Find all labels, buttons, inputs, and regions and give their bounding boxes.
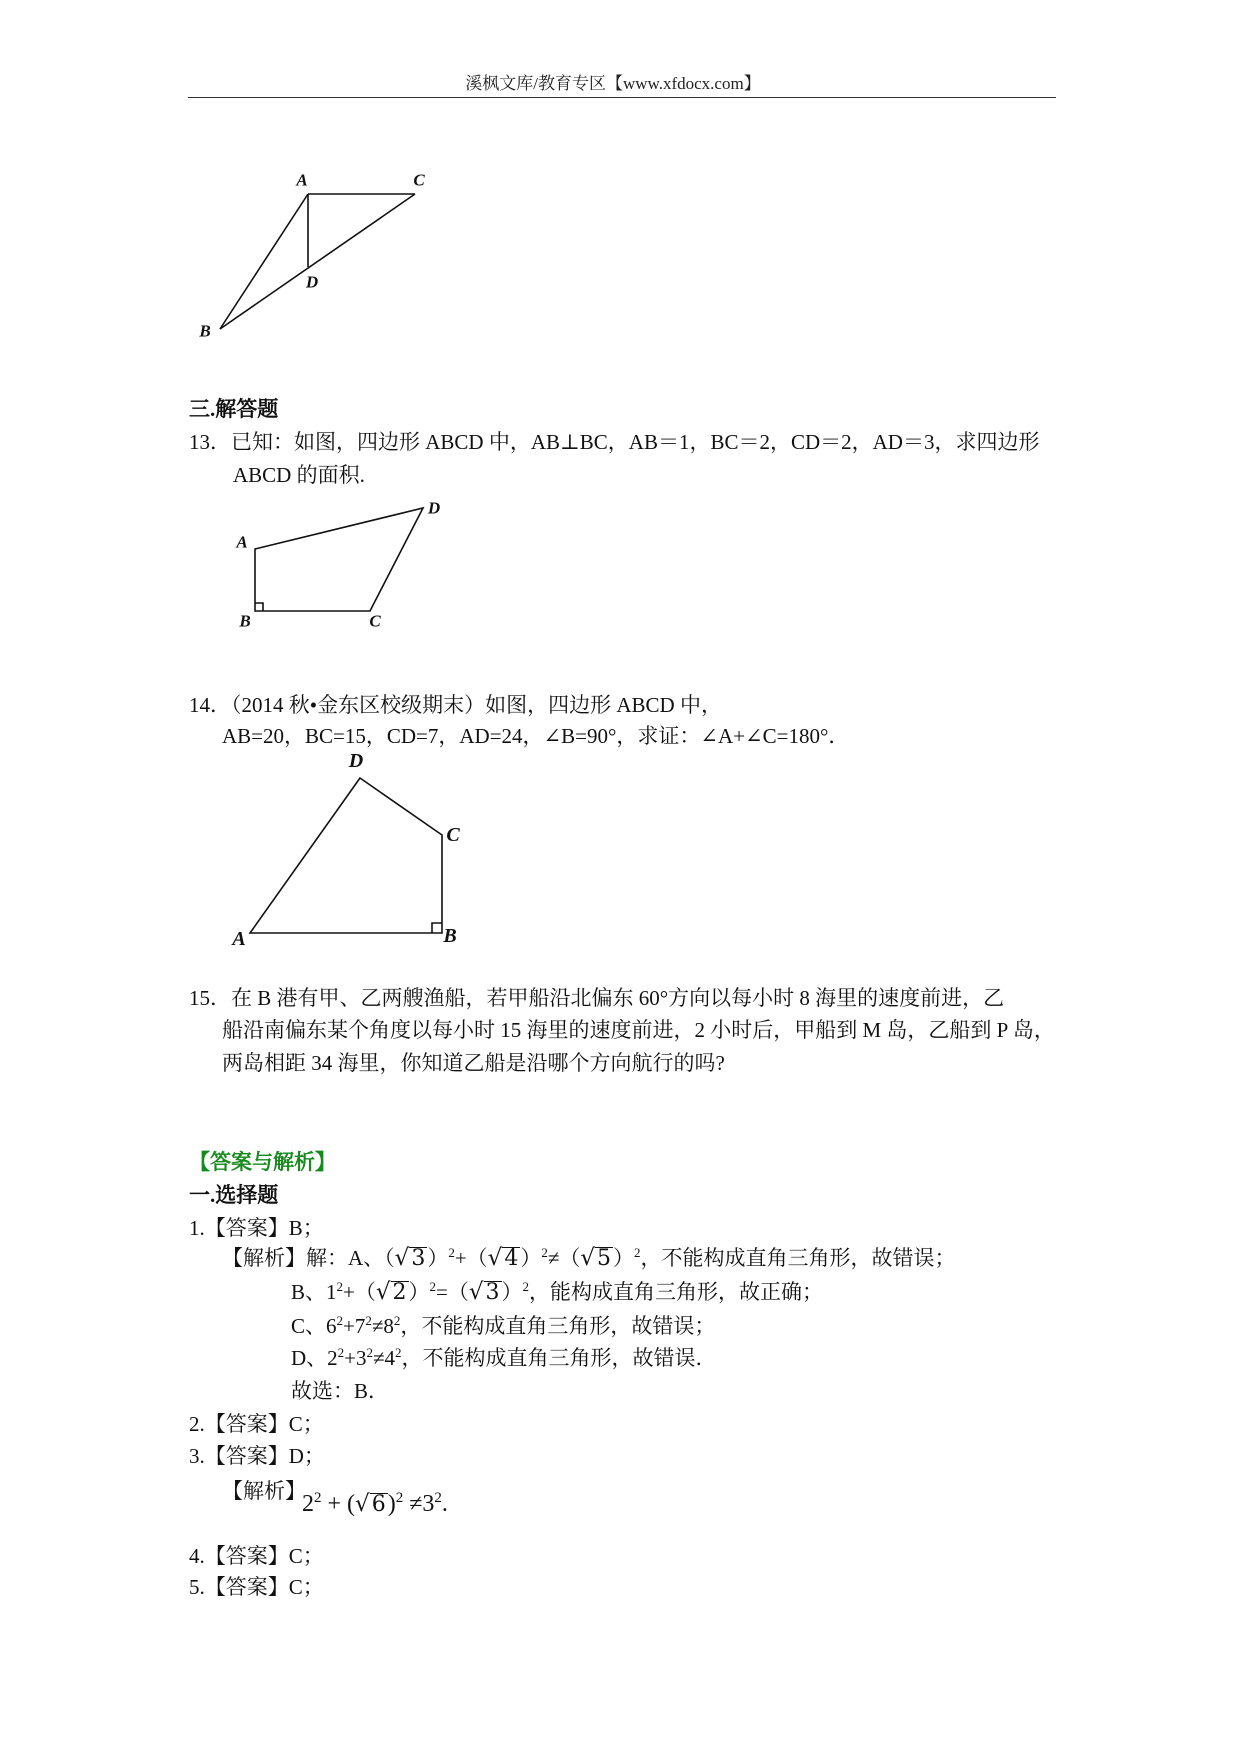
label-c: C (413, 170, 425, 190)
math-text: ) (387, 1491, 396, 1517)
label-d: D (427, 498, 441, 518)
superscript: 2 (429, 1279, 437, 1294)
square-root (395, 1245, 428, 1271)
math-text: + ( (321, 1491, 356, 1517)
label-b: B (239, 611, 251, 631)
math-text: =（ (436, 1280, 469, 1304)
math-text: +3 (344, 1346, 367, 1370)
quadrilateral-q13-figure (225, 490, 455, 635)
superscript: 2 (314, 1490, 322, 1506)
quadrilateral-abcd (250, 778, 442, 933)
analysis-1-line-c (291, 1313, 715, 1339)
analysis-3-label: 【解析】 (222, 1479, 306, 1503)
superscript: 2 (395, 1490, 404, 1506)
analysis-1-line-a (222, 1245, 956, 1271)
question-14-line-1: 14．（2014 秋•金东区校级期末）如图，四边形 ABCD 中， (189, 693, 722, 717)
answer-3: 3.【答案】D； (189, 1444, 325, 1468)
radical-sign-icon: √ (375, 1279, 391, 1305)
math-text: 故选：B． (291, 1379, 390, 1403)
label-a: A (236, 532, 248, 552)
section-title-answer-questions: 三.解答题 (189, 397, 279, 421)
superscript: 2 (634, 1245, 641, 1260)
superscript: 2 (366, 1345, 374, 1360)
radical-sign-icon: √ (487, 1245, 503, 1271)
math-text: ） (501, 1280, 523, 1304)
superscript: 2 (336, 1279, 344, 1294)
square-root (376, 1279, 409, 1305)
math-text: +（ (343, 1280, 376, 1304)
label-a: A (232, 928, 246, 950)
math-text: ≠3 (403, 1491, 435, 1517)
math-text: ） (520, 1246, 542, 1270)
segment-ab (220, 194, 308, 329)
math-text: ，能构成直角三角形，故正确； (529, 1280, 824, 1304)
label-b: B (443, 925, 457, 947)
radicand: 3 (485, 1280, 500, 1305)
superscript: 2 (395, 1345, 402, 1360)
superscript: 2 (365, 1313, 372, 1328)
math-text: B、1 (291, 1280, 337, 1304)
analysis-text (306, 1246, 956, 1270)
analysis-1-line-d (291, 1345, 717, 1371)
answers-title: 【答案与解析】 (189, 1150, 336, 1174)
answer-5: 5.【答案】C； (189, 1575, 324, 1599)
math-text: +7 (343, 1314, 366, 1338)
question-14-line-2: AB=20，BC=15，CD=7，AD=24，∠B=90°，求证：∠A+∠C=180°． (222, 724, 850, 748)
square-root (469, 1279, 502, 1305)
math-text: . (441, 1491, 448, 1517)
question-15-line-1: 15．在 B 港有甲、乙两艘渔船，若甲船沿北偏东 60°方向以每小时 8 海里的速度前进，乙 (189, 986, 1005, 1010)
analysis-3-formula (302, 1489, 448, 1519)
label-d: D (348, 750, 364, 772)
label-c: C (369, 611, 381, 631)
analysis-1-line-b (291, 1279, 823, 1305)
question-13-line-1: 13．已知：如图，四边形 ABCD 中，AB⊥BC，AB＝1，BC＝2，CD＝2，AD＝3，求四边形 (189, 430, 1040, 454)
math-text: ≠（ (547, 1246, 581, 1270)
math-text: 2 (302, 1491, 314, 1517)
superscript: 2 (448, 1245, 455, 1260)
section-title-multiple-choice: 一.选择题 (189, 1183, 279, 1207)
square-root (488, 1245, 521, 1271)
answer-1: 1.【答案】B； (189, 1216, 324, 1240)
right-angle-mark (432, 923, 442, 933)
square-root (355, 1489, 388, 1519)
superscript: 2 (541, 1245, 548, 1260)
math-text: C、6 (291, 1314, 337, 1338)
label-d: D (305, 272, 319, 292)
math-text: 解：A、（ (306, 1246, 395, 1270)
analysis-1-conclusion (291, 1378, 389, 1404)
radical-sign-icon: √ (468, 1279, 484, 1305)
superscript: 2 (522, 1279, 530, 1294)
question-13-line-2: ABCD 的面积. (233, 463, 365, 487)
label-b: B (199, 321, 211, 341)
math-text: ≠4 (373, 1346, 396, 1370)
page-header: 溪枫文库/教育专区【www.xfdocx.com】 (465, 74, 761, 93)
question-15-line-3: 两岛相距 34 海里，你知道乙船是沿哪个方向航行的吗? (222, 1051, 725, 1075)
math-text: ，不能构成直角三角形，故错误； (640, 1246, 956, 1270)
radicand: 3 (411, 1246, 426, 1271)
radical-sign-icon: √ (355, 1491, 370, 1517)
question-15-line-2: 船沿南偏东某个角度以每小时 15 海里的速度前进，2 小时后，甲船到 M 岛，乙船到 P 岛， (222, 1018, 1055, 1042)
radicand: 5 (597, 1246, 612, 1271)
math-text: ≠8 (371, 1314, 394, 1338)
quadrilateral-abcd (255, 508, 423, 611)
math-text: ，不能构成直角三角形，故错误； (400, 1314, 716, 1338)
math-text: D、2 (291, 1346, 338, 1370)
superscript: 2 (336, 1313, 344, 1328)
triangle-abc-figure (190, 160, 450, 350)
right-angle-mark (255, 603, 263, 611)
math-text: ） (613, 1246, 635, 1270)
radicand: 2 (392, 1280, 407, 1305)
answer-4: 4.【答案】C； (189, 1544, 324, 1568)
answer-2: 2.【答案】C； (189, 1412, 324, 1436)
superscript: 2 (434, 1490, 442, 1506)
math-text: ，不能构成直角三角形，故错误． (401, 1346, 717, 1370)
radicand: 4 (504, 1246, 519, 1271)
segment-bc (220, 194, 415, 329)
label-a: A (296, 170, 308, 190)
math-text: +（ (454, 1246, 488, 1270)
square-root (580, 1245, 613, 1271)
label-c: C (446, 824, 460, 846)
analysis-label: 【解析】 (222, 1246, 306, 1270)
radical-sign-icon: √ (394, 1245, 410, 1271)
superscript: 2 (393, 1313, 401, 1328)
math-text: ） (408, 1280, 430, 1304)
radical-sign-icon: √ (580, 1245, 596, 1271)
header-divider (188, 97, 1056, 98)
quadrilateral-q14-figure (225, 750, 475, 950)
math-text: ） (427, 1246, 449, 1270)
superscript: 2 (337, 1345, 345, 1360)
radicand: 6 (371, 1492, 386, 1517)
